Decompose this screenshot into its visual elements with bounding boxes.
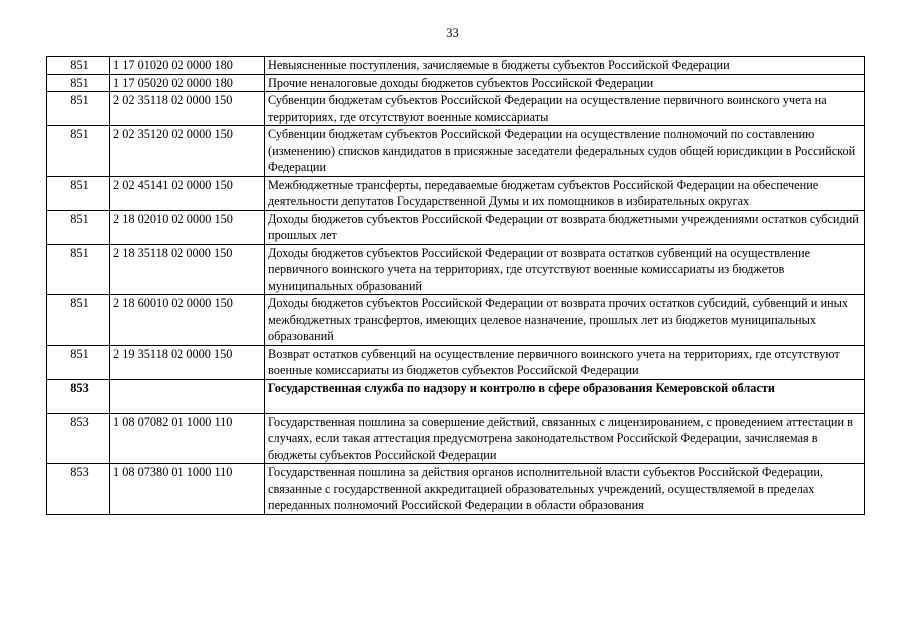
table-row	[47, 92, 865, 126]
revenue-name-cell: Возврат остатков субвенций на осуществление первичного воинского учета на территориях, где отсутствуют военные комиссариаты из бюджетов субъектов Российской Федерации	[265, 345, 865, 379]
revenue-code-cell: 2 02 35118 02 0000 150	[110, 92, 265, 126]
admin-code-cell: 851	[47, 57, 110, 75]
revenue-code-cell: 2 02 35120 02 0000 150	[110, 126, 265, 177]
revenue-code-cell: 1 17 01020 02 0000 180	[110, 57, 265, 75]
admin-code-cell: 851	[47, 92, 110, 126]
admin-code-cell: 853	[47, 413, 110, 464]
revenue-code-cell: 1 17 05020 02 0000 180	[110, 74, 265, 92]
revenue-name-cell: Межбюджетные трансферты, передаваемые бюджетам субъектов Российской Федерации на обеспечение деятельности депутатов Государственной Думы и их помощников в избирательных округах	[265, 176, 865, 210]
admin-code-cell: 851	[47, 74, 110, 92]
revenue-name-cell: Государственная пошлина за действия органов исполнительной власти субъектов Российской Федерации, связанные с государственной аккредитацией образовательных учреждений, осуществляемой в пределах переданных полномочий Российской Федерации в области образования	[265, 464, 865, 515]
revenue-code-cell: 1 08 07082 01 1000 110	[110, 413, 265, 464]
table-row	[47, 126, 865, 177]
revenue-name-cell: Субвенции бюджетам субъектов Российской Федерации на осуществление первичного воинского учета на территориях, где отсутствуют военные комиссариаты	[265, 92, 865, 126]
table-row	[47, 345, 865, 379]
revenue-code-cell: 2 02 45141 02 0000 150	[110, 176, 265, 210]
admin-code-cell: 851	[47, 244, 110, 295]
table-row	[47, 176, 865, 210]
revenue-code-cell: 1 08 07380 01 1000 110	[110, 464, 265, 515]
revenue-code-cell	[110, 379, 265, 413]
revenue-name-cell: Доходы бюджетов субъектов Российской Федерации от возврата остатков субвенций на осуществление первичного воинского учета на территориях, где отсутствуют военные комиссариаты из бюджетов муниципальных образований	[265, 244, 865, 295]
administrator-header-row	[47, 379, 865, 413]
admin-code-cell: 851	[47, 345, 110, 379]
revenue-name-cell: Субвенции бюджетам субъектов Российской Федерации на осуществление полномочий по составлению (изменению) списков кандидатов в присяжные заседатели федеральных судов общей юрисдикции в Российской Федерации	[265, 126, 865, 177]
revenue-name-cell: Доходы бюджетов субъектов Российской Федерации от возврата бюджетными учреждениями остатков субсидий прошлых лет	[265, 210, 865, 244]
page-number: 33	[446, 26, 459, 40]
table-row	[47, 244, 865, 295]
admin-code-cell: 853	[47, 379, 110, 413]
revenue-name-cell: Доходы бюджетов субъектов Российской Федерации от возврата прочих остатков субсидий, субвенций и иных межбюджетных трансфертов, имеющих целевое назначение, прошлых лет из бюджетов муниципальных образований	[265, 295, 865, 346]
revenue-name-cell: Прочие неналоговые доходы бюджетов субъектов Российской Федерации	[265, 74, 865, 92]
admin-code-cell: 851	[47, 210, 110, 244]
administrator-name-cell: Государственная служба по надзору и контролю в сфере образования Кемеровской области	[265, 379, 865, 413]
admin-code-cell: 851	[47, 176, 110, 210]
admin-code-cell: 853	[47, 464, 110, 515]
revenue-code-cell: 2 19 35118 02 0000 150	[110, 345, 265, 379]
revenue-code-cell: 2 18 02010 02 0000 150	[110, 210, 265, 244]
revenue-code-cell: 2 18 60010 02 0000 150	[110, 295, 265, 346]
revenue-name-cell: Невыясненные поступления, зачисляемые в бюджеты субъектов Российской Федерации	[265, 57, 865, 75]
revenue-codes-table	[46, 56, 865, 515]
table-row	[47, 210, 865, 244]
admin-code-cell: 851	[47, 295, 110, 346]
table-row	[47, 413, 865, 464]
revenue-name-cell: Государственная пошлина за совершение действий, связанных с лицензированием, с проведением аттестации в случаях, если такая аттестация предусмотрена законодательством Российской Федерации, зачисляемая в бюджеты субъектов Российской Федерации	[265, 413, 865, 464]
table-row	[47, 74, 865, 92]
table-row	[47, 295, 865, 346]
admin-code-cell: 851	[47, 126, 110, 177]
table-row	[47, 464, 865, 515]
table-row	[47, 57, 865, 75]
revenue-code-cell: 2 18 35118 02 0000 150	[110, 244, 265, 295]
